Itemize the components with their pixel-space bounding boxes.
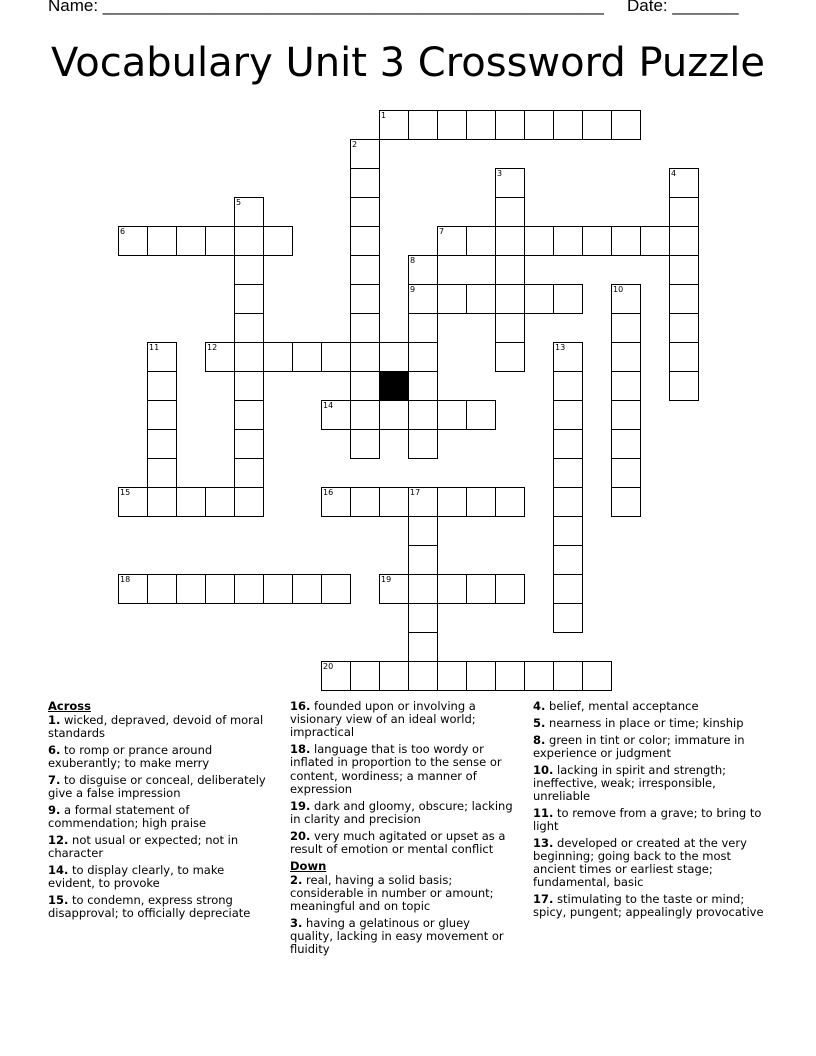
crossword-cell[interactable] xyxy=(582,226,612,256)
crossword-cell[interactable] xyxy=(524,284,554,314)
crossword-cell[interactable] xyxy=(553,487,583,517)
clue-text: wicked, depraved, devoid of moral standards xyxy=(48,713,264,741)
crossword-cell[interactable] xyxy=(350,371,380,401)
clue-number: 6 xyxy=(120,227,126,236)
crossword-cell[interactable] xyxy=(495,197,525,227)
crossword-cell[interactable] xyxy=(234,226,264,256)
crossword-cell[interactable] xyxy=(611,342,641,372)
crossword-cell[interactable] xyxy=(495,168,525,198)
clue-item xyxy=(290,743,515,796)
crossword-cell[interactable] xyxy=(234,574,264,604)
crossword-cell[interactable] xyxy=(263,226,293,256)
clue-num: 6. xyxy=(48,743,61,758)
crossword-cell[interactable] xyxy=(379,110,409,140)
crossword-cell[interactable] xyxy=(118,487,148,517)
crossword-cell[interactable] xyxy=(495,313,525,343)
crossword-cell[interactable] xyxy=(263,342,293,372)
crossword-cell[interactable] xyxy=(553,603,583,633)
clue-text: real, having a solid basis; considerable in number or amount; meaningful and on topic xyxy=(290,872,494,914)
crossword-cell[interactable] xyxy=(669,255,699,285)
crossword-cell[interactable] xyxy=(118,226,148,256)
clue-item xyxy=(290,700,515,740)
crossword-cell[interactable] xyxy=(524,661,554,691)
crossword-cell[interactable] xyxy=(234,429,264,459)
crossword-cell[interactable] xyxy=(350,661,380,691)
clue-number: 12 xyxy=(207,343,218,352)
crossword-cell[interactable] xyxy=(147,458,177,488)
clue-num: 17. xyxy=(533,892,554,907)
crossword-cell[interactable] xyxy=(524,110,554,140)
clue-item xyxy=(48,774,270,800)
crossword-cell[interactable] xyxy=(321,342,351,372)
crossword-cell[interactable] xyxy=(234,197,264,227)
clue-number: 14 xyxy=(323,401,334,410)
crossword-cell[interactable] xyxy=(321,661,351,691)
crossword-cell[interactable] xyxy=(350,342,380,372)
clue-number: 11 xyxy=(149,343,160,352)
clue-text: very much agitated or upset as a result of emotion or mental conflict xyxy=(290,828,506,856)
crossword-cell[interactable] xyxy=(176,487,206,517)
crossword-cell[interactable] xyxy=(611,429,641,459)
crossword-cell[interactable] xyxy=(553,226,583,256)
clue-num: 12. xyxy=(48,833,69,848)
crossword-cell[interactable] xyxy=(321,487,351,517)
clue-number: 19 xyxy=(381,575,392,584)
crossword-cell[interactable] xyxy=(553,516,583,546)
clue-number: 9 xyxy=(410,285,416,294)
crossword-cell[interactable] xyxy=(466,226,496,256)
crossword-cell[interactable] xyxy=(408,429,438,459)
crossword-cell[interactable] xyxy=(408,545,438,575)
clue-num: 16. xyxy=(290,699,311,713)
crossword-cell[interactable] xyxy=(350,284,380,314)
crossword-cell[interactable] xyxy=(408,632,438,662)
crossword-cell[interactable] xyxy=(553,458,583,488)
clue-text: nearness in place or time; kinship xyxy=(545,715,744,730)
crossword-cell[interactable] xyxy=(350,226,380,256)
crossword-cell[interactable] xyxy=(437,284,467,314)
clue-number: 10 xyxy=(613,285,624,294)
crossword-cell[interactable] xyxy=(350,400,380,430)
clue-item xyxy=(48,834,270,860)
crossword-cell[interactable] xyxy=(408,574,438,604)
crossword-cell[interactable] xyxy=(495,487,525,517)
clue-num: 10. xyxy=(533,762,554,777)
crossword-cell[interactable] xyxy=(611,110,641,140)
crossword-cell[interactable] xyxy=(611,313,641,343)
clue-num: 13. xyxy=(533,835,554,850)
crossword-cell[interactable] xyxy=(234,255,264,285)
crossword-cell[interactable] xyxy=(495,342,525,372)
clue-text: to display clearly, to make evident, to provoke xyxy=(48,863,225,891)
clue-num: 20. xyxy=(290,828,311,843)
clue-item xyxy=(48,714,270,740)
clue-text: language that is too wordy or inflated in proportion to the sense or content, wordiness; a manner of expression xyxy=(290,742,502,796)
crossword-cell[interactable] xyxy=(408,110,438,140)
crossword-cell[interactable] xyxy=(669,342,699,372)
crossword-cell[interactable] xyxy=(437,574,467,604)
crossword-cell[interactable] xyxy=(350,255,380,285)
crossword-cell[interactable] xyxy=(408,255,438,285)
crossword-cell[interactable] xyxy=(466,487,496,517)
clue-number: 8 xyxy=(410,256,416,265)
crossword-cell[interactable] xyxy=(147,371,177,401)
crossword-cell[interactable] xyxy=(147,487,177,517)
crossword-cell[interactable] xyxy=(147,400,177,430)
crossword-cell[interactable] xyxy=(408,400,438,430)
clue-item xyxy=(533,837,773,890)
clues-column-1 xyxy=(48,700,270,924)
crossword-cell[interactable] xyxy=(234,400,264,430)
clue-item xyxy=(48,804,270,830)
crossword-cell[interactable] xyxy=(408,284,438,314)
black-square xyxy=(379,371,409,401)
page-title: Vocabulary Unit 3 Crossword Puzzle xyxy=(51,40,765,86)
crossword-cell[interactable] xyxy=(147,226,177,256)
crossword-cell[interactable] xyxy=(669,168,699,198)
crossword-cell[interactable] xyxy=(553,429,583,459)
clue-num: 3. xyxy=(290,916,303,931)
crossword-cell[interactable] xyxy=(321,574,351,604)
clue-number: 2 xyxy=(352,140,358,149)
crossword-cell[interactable] xyxy=(321,400,351,430)
clue-text: stimulating to the taste or mind; spicy, pungent; appealingly provocative xyxy=(533,892,764,920)
crossword-cell[interactable] xyxy=(553,110,583,140)
crossword-cell[interactable] xyxy=(669,197,699,227)
crossword-cell[interactable] xyxy=(524,226,554,256)
crossword-cell[interactable] xyxy=(553,371,583,401)
crossword-cell[interactable] xyxy=(234,342,264,372)
clue-num: 18. xyxy=(290,742,311,757)
crossword-cell[interactable] xyxy=(466,400,496,430)
crossword-cell[interactable] xyxy=(466,574,496,604)
clue-item xyxy=(48,894,270,920)
crossword-cell[interactable] xyxy=(350,139,380,169)
crossword-cell[interactable] xyxy=(234,487,264,517)
crossword-cell[interactable] xyxy=(611,400,641,430)
clue-number: 5 xyxy=(236,198,242,207)
crossword-cell[interactable] xyxy=(118,574,148,604)
crossword-cell[interactable] xyxy=(495,226,525,256)
crossword-cell[interactable] xyxy=(350,313,380,343)
crossword-cell[interactable] xyxy=(176,574,206,604)
crossword-cell[interactable] xyxy=(437,226,467,256)
crossword-cell[interactable] xyxy=(611,284,641,314)
crossword-cell[interactable] xyxy=(205,342,235,372)
clue-item xyxy=(290,874,515,914)
crossword-cell[interactable] xyxy=(553,574,583,604)
clue-text: having a gelatinous or gluey quality, lacking in easy movement or fluidity xyxy=(290,916,504,957)
crossword-cell[interactable] xyxy=(553,545,583,575)
clue-item xyxy=(48,744,270,770)
crossword-cell[interactable] xyxy=(379,661,409,691)
clue-text: belief, mental acceptance xyxy=(545,699,699,713)
clue-text: dark and gloomy, obscure; lacking in clarity and precision xyxy=(290,798,513,826)
crossword-cell[interactable] xyxy=(408,487,438,517)
crossword-cell[interactable] xyxy=(408,661,438,691)
crossword-cell[interactable] xyxy=(582,661,612,691)
clue-num: 9. xyxy=(48,803,61,818)
clue-number: 7 xyxy=(439,227,445,236)
crossword-cell[interactable] xyxy=(205,574,235,604)
crossword-cell[interactable] xyxy=(582,110,612,140)
clue-number: 3 xyxy=(497,169,503,178)
clue-text: to condemn, express strong disapproval; to officially depreciate xyxy=(48,893,251,921)
crossword-cell[interactable] xyxy=(669,313,699,343)
clue-item xyxy=(290,800,515,826)
crossword-cell[interactable] xyxy=(234,284,264,314)
clue-num: 4. xyxy=(533,699,546,713)
crossword-cell[interactable] xyxy=(466,284,496,314)
crossword-cell[interactable] xyxy=(640,226,670,256)
crossword-cell[interactable] xyxy=(437,487,467,517)
clue-number: 17 xyxy=(410,488,421,497)
clue-item xyxy=(290,830,515,856)
crossword-cell[interactable] xyxy=(234,458,264,488)
clue-item xyxy=(48,864,270,890)
crossword-cell[interactable] xyxy=(147,342,177,372)
clue-number: 16 xyxy=(323,488,334,497)
clue-number: 4 xyxy=(671,169,677,178)
crossword-cell[interactable] xyxy=(263,574,293,604)
clue-text: green in tint or color; immature in experience or judgment xyxy=(533,732,745,760)
crossword-cell[interactable] xyxy=(379,342,409,372)
crossword-cell[interactable] xyxy=(669,284,699,314)
crossword-cell[interactable] xyxy=(495,661,525,691)
clue-num: 7. xyxy=(48,773,61,788)
crossword-cell[interactable] xyxy=(147,429,177,459)
clues-column-3 xyxy=(533,700,773,923)
clue-item xyxy=(533,717,773,730)
crossword-cell[interactable] xyxy=(408,342,438,372)
clue-text: to disguise or conceal, deliberately give a false impression xyxy=(48,773,266,801)
clue-number: 15 xyxy=(120,488,131,497)
crossword-cell[interactable] xyxy=(553,342,583,372)
crossword-cell[interactable] xyxy=(408,371,438,401)
crossword-cell[interactable] xyxy=(466,110,496,140)
crossword-cell[interactable] xyxy=(292,574,322,604)
crossword-cell[interactable] xyxy=(292,342,322,372)
crossword-cell[interactable] xyxy=(495,255,525,285)
crossword-cell[interactable] xyxy=(553,400,583,430)
crossword-cell[interactable] xyxy=(350,429,380,459)
clues-column-2 xyxy=(290,700,515,960)
clue-num: 1. xyxy=(48,713,61,728)
crossword-cell[interactable] xyxy=(437,661,467,691)
clue-text: a formal statement of commendation; high praise xyxy=(48,803,207,831)
clue-num: 2. xyxy=(290,872,303,887)
crossword-cell[interactable] xyxy=(350,197,380,227)
crossword-cell[interactable] xyxy=(205,226,235,256)
crossword-cell[interactable] xyxy=(234,313,264,343)
crossword-cell[interactable] xyxy=(147,574,177,604)
clue-text: founded upon or involving a visionary view of an ideal world; impractical xyxy=(290,699,476,740)
crossword-cell[interactable] xyxy=(466,661,496,691)
clue-item xyxy=(290,917,515,957)
down-heading: Down xyxy=(290,858,327,873)
crossword-cell[interactable] xyxy=(408,313,438,343)
clue-number: 20 xyxy=(323,662,334,671)
date-line: Date: _______ xyxy=(627,0,739,15)
clue-item xyxy=(533,700,773,713)
crossword-cell[interactable] xyxy=(553,661,583,691)
clue-number: 13 xyxy=(555,343,566,352)
crossword-cell[interactable] xyxy=(408,516,438,546)
clue-item xyxy=(533,734,773,760)
clue-text: to remove from a grave; to bring to light xyxy=(533,805,762,833)
crossword-cell[interactable] xyxy=(437,400,467,430)
crossword-cell[interactable] xyxy=(669,371,699,401)
crossword-cell[interactable] xyxy=(379,400,409,430)
crossword-cell[interactable] xyxy=(205,487,235,517)
name-line: Name: _____________________________________________________ xyxy=(48,0,604,15)
clue-text: to romp or prance around exuberantly; to make merry xyxy=(48,743,213,771)
crossword-cell[interactable] xyxy=(611,371,641,401)
clue-num: 19. xyxy=(290,798,311,813)
clue-text: developed or created at the very beginning; going back to the most ancient times or earliest stage; fundamental, basic xyxy=(533,835,747,890)
clue-num: 11. xyxy=(533,805,554,820)
crossword-cell[interactable] xyxy=(176,226,206,256)
clue-number: 1 xyxy=(381,111,387,120)
crossword-cell[interactable] xyxy=(611,487,641,517)
clue-item xyxy=(533,807,773,833)
crossword-cell[interactable] xyxy=(553,284,583,314)
clue-item xyxy=(533,893,773,919)
clue-text: lacking in spirit and strength; ineffective, weak; irresponsible, unreliable xyxy=(533,762,727,803)
crossword-cell[interactable] xyxy=(611,458,641,488)
crossword-cell[interactable] xyxy=(408,603,438,633)
crossword-cell[interactable] xyxy=(379,574,409,604)
crossword-cell[interactable] xyxy=(669,226,699,256)
crossword-cell[interactable] xyxy=(350,168,380,198)
crossword-cell[interactable] xyxy=(437,110,467,140)
clue-text: not usual or expected; not in character xyxy=(48,833,239,861)
crossword-cell[interactable] xyxy=(379,487,409,517)
crossword-cell[interactable] xyxy=(611,226,641,256)
across-heading: Across xyxy=(48,699,91,713)
clue-num: 14. xyxy=(48,863,69,878)
clue-num: 15. xyxy=(48,893,69,908)
clue-item xyxy=(533,764,773,804)
crossword-cell[interactable] xyxy=(495,110,525,140)
clue-number: 18 xyxy=(120,575,131,584)
clue-num: 5. xyxy=(533,715,546,730)
crossword-cell[interactable] xyxy=(350,487,380,517)
crossword-cell[interactable] xyxy=(495,574,525,604)
crossword-cell[interactable] xyxy=(234,371,264,401)
clue-num: 8. xyxy=(533,732,546,747)
crossword-cell[interactable] xyxy=(495,284,525,314)
